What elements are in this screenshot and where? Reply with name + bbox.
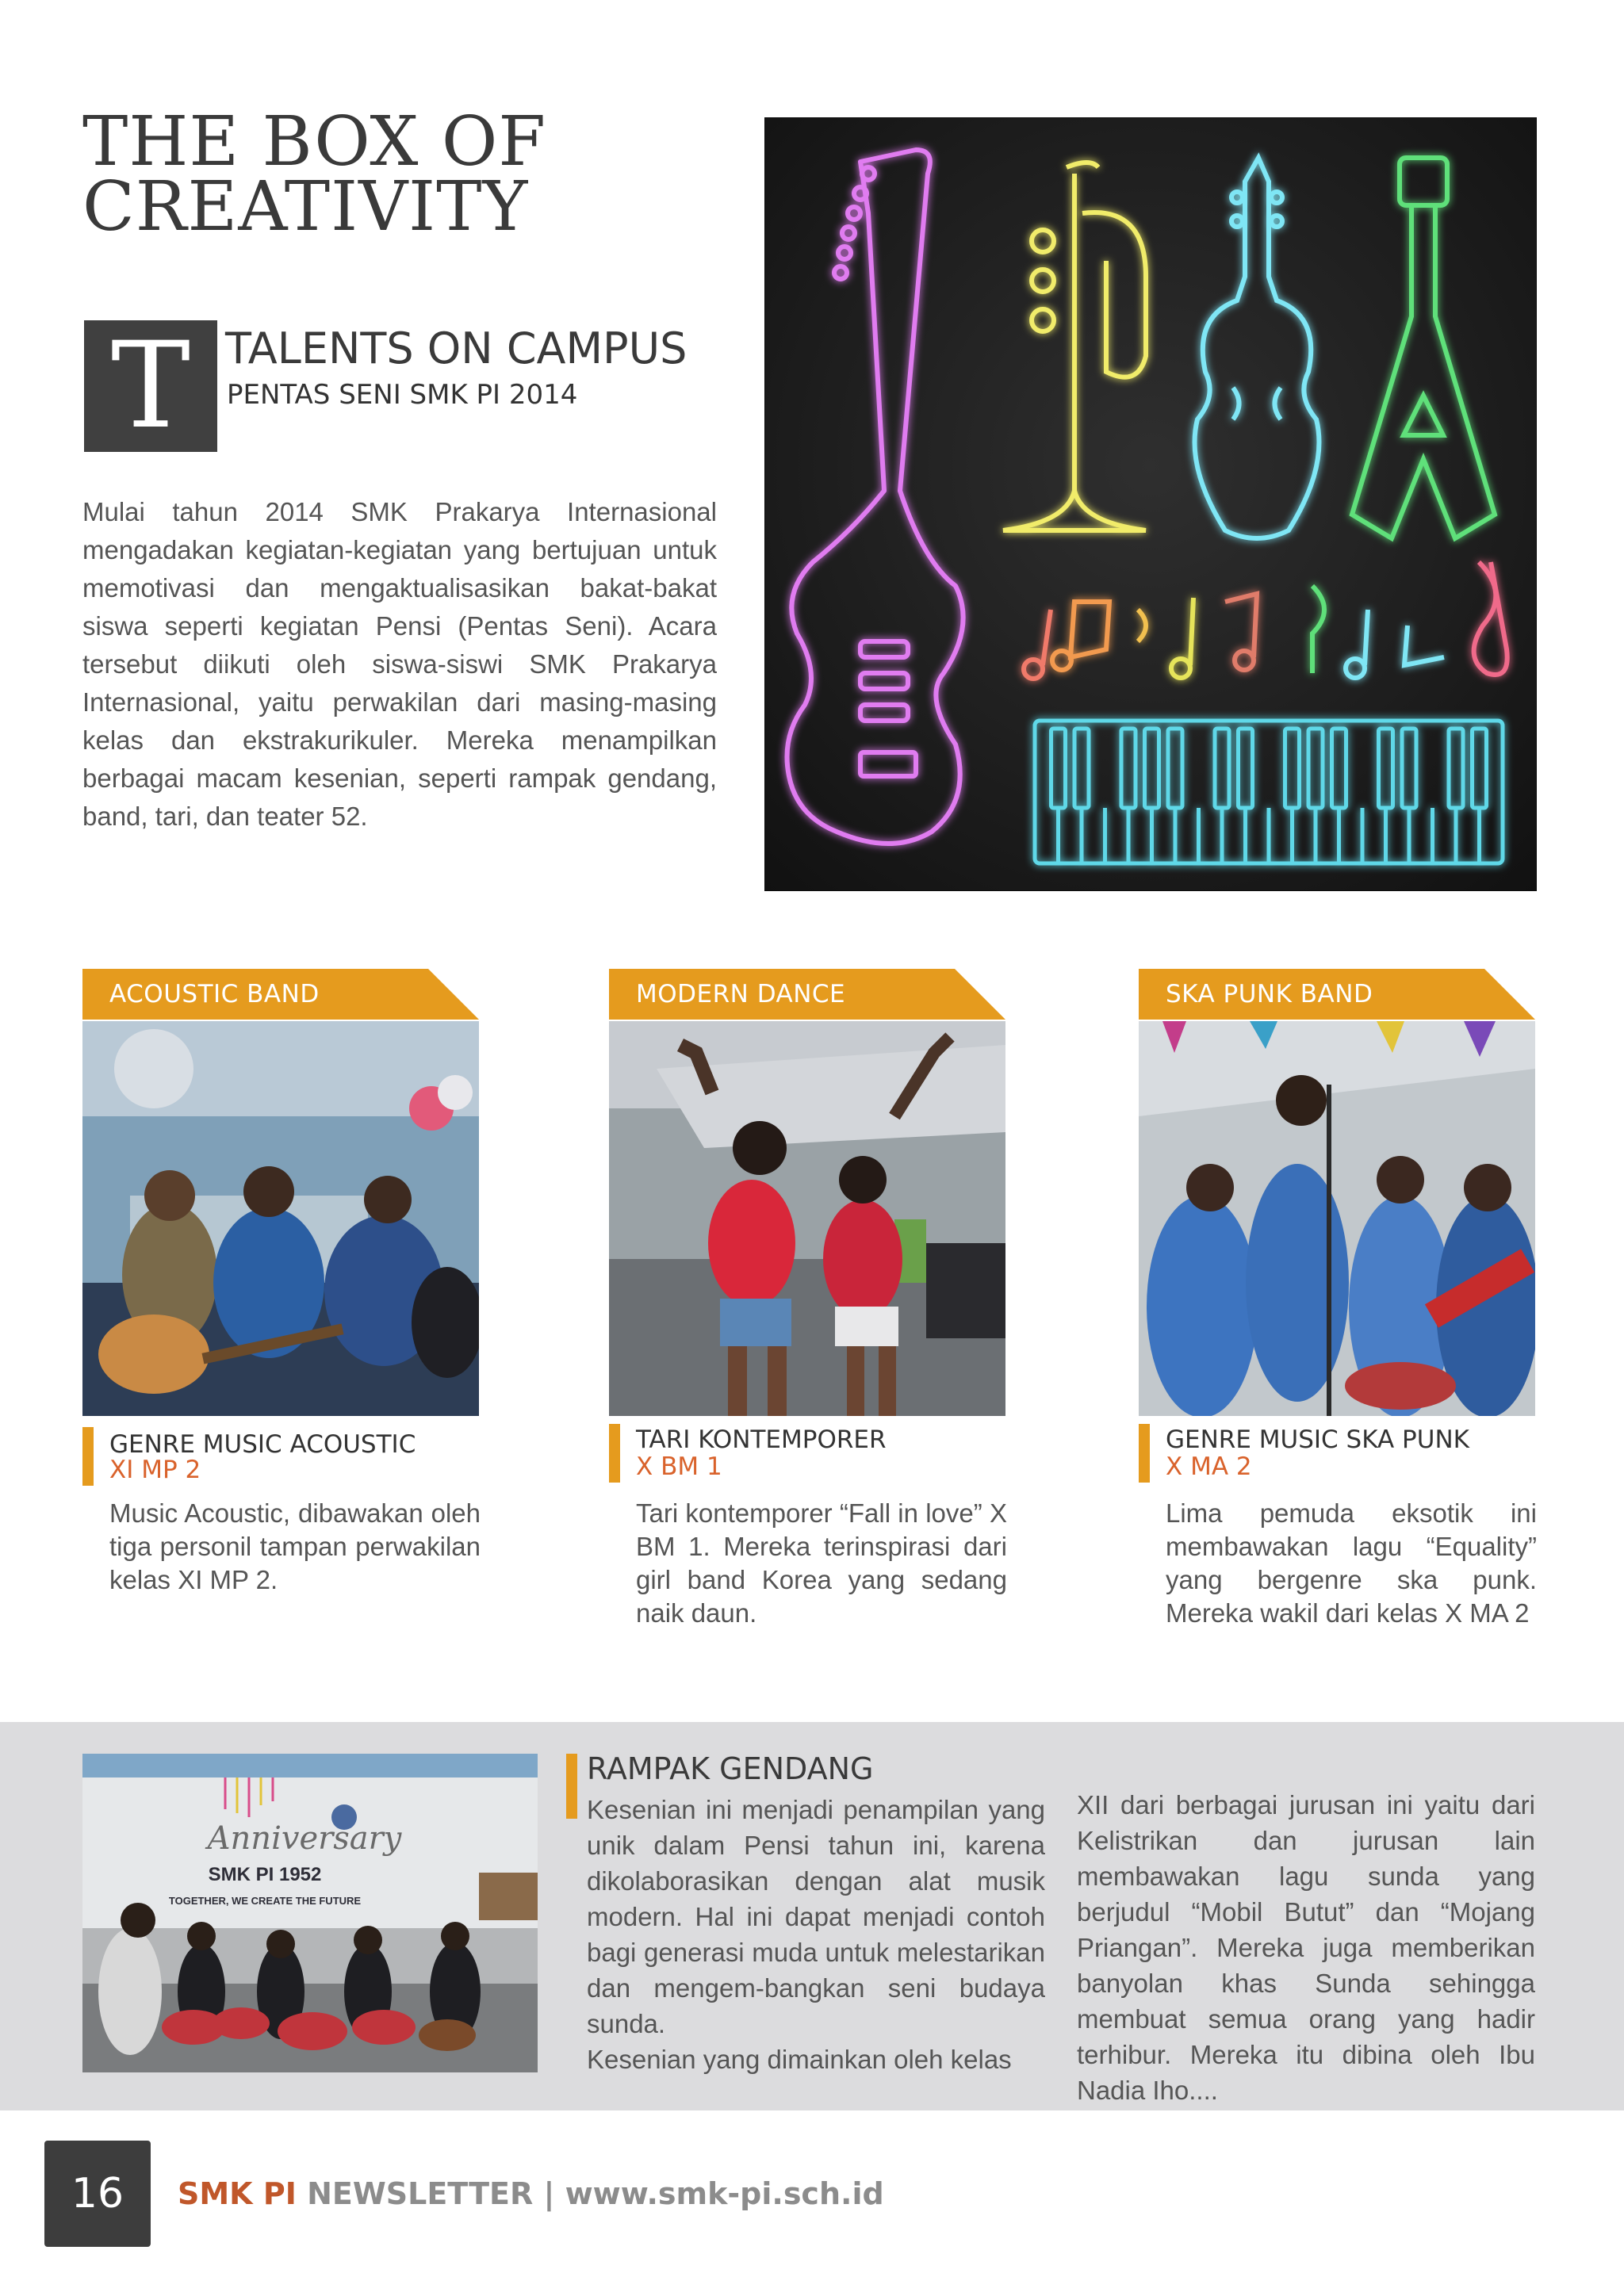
neon-guitar-icon: [787, 150, 963, 844]
section-subtitle: PENTAS SENI SMK PI 2014: [227, 379, 578, 411]
neon-flying-v-guitar-icon: [1352, 158, 1495, 538]
rampak-col1-last-line: Kesenian yang dimainkan oleh kelas: [587, 2045, 1012, 2074]
page-number: 16: [44, 2141, 151, 2247]
card-class: X BM 1: [636, 1452, 722, 1481]
neon-keyboard-icon: [1035, 721, 1503, 863]
card-title: GENRE MUSIC ACOUSTIC: [109, 1430, 416, 1459]
ska-punk-band-photo: [1139, 1021, 1535, 1416]
card-acoustic-band: [82, 969, 479, 1619]
section-title: TALENTS ON CAMPUS: [225, 323, 688, 373]
modern-dance-photo: [609, 1021, 1005, 1416]
banner-anniversary-text: Anniversary: [207, 1820, 402, 1857]
caption-accent-bar: [82, 1427, 94, 1486]
page-title-line2: CREATIVITY: [82, 167, 529, 247]
rampak-column-2: XII dari berbagai jurusan ini yaitu dari Kelistrikan dan jurusan lain membawakan lagu sunda yang berjudul “Mobil Butut” dan “Mojang Priangan”. Mereka juga memberikan banyolan khas Sunda sehingga membuat semua orang yang hadir terhibur. Mereka itu dibina oleh Ibu Nadia Iho....: [1077, 1790, 1535, 2105]
card-tab-label: MODERN DANCE: [636, 980, 846, 1008]
page-title-line1: THE BOX OF: [82, 102, 546, 182]
neon-music-notes-icon: [1024, 562, 1507, 679]
rampak-gendang-photo: [82, 1754, 538, 2072]
card-modern-dance: [609, 969, 1007, 1628]
intro-paragraph: Mulai tahun 2014 SMK Prakarya Internasional mengadakan kegiatan-kegiatan yang bertujuan untuk memotivasi dan mengaktualisasikan bakat-bakat siswa seperti kegiatan Pensi (Pentas Seni). Acara tersebut diikuti oleh siswa-siswi SMK Prakarya Internasional, yaitu perwakilan dari masing-masing kelas dan ekstrakurikuler. Mereka menampilkan berbagai macam kesenian, seperti rampak gendang, band, tari, dan teater 52.: [82, 497, 717, 831]
footer-url: NEWSLETTER | www.smk-pi.sch.id: [296, 2176, 884, 2211]
card-tab: [1139, 969, 1535, 1020]
rampak-title: RAMPAK GENDANG: [587, 1751, 874, 1786]
acoustic-band-photo: [82, 1021, 479, 1416]
card-tab: [82, 969, 479, 1020]
card-class: X MA 2: [1166, 1452, 1252, 1481]
card-title: TARI KONTEMPORER: [636, 1425, 887, 1454]
card-text: Music Acoustic, dibawakan oleh tiga personil tampan perwakilan kelas XI MP 2.: [109, 1498, 481, 1594]
card-ska-punk-band: [1139, 969, 1537, 1628]
card-tab-label: SKA PUNK BAND: [1166, 980, 1373, 1008]
neon-violin-icon: [1195, 158, 1320, 538]
banner-tagline-text: TOGETHER, WE CREATE THE FUTURE: [168, 1895, 362, 1907]
rampak-col1-text: Kesenian ini menjadi penampilan yang unik dalam Pensi tahun ini, karena dikolaborasikan dengan alat musik modern. Hal ini dapat menjadi contoh bagi generasi muda untuk melestarikan dan mengem-bangkan seni budaya sunda.: [587, 1795, 1045, 2038]
card-title: GENRE MUSIC SKA PUNK: [1166, 1425, 1469, 1454]
caption-accent-bar: [609, 1424, 620, 1483]
rampak-accent-bar: [566, 1754, 577, 1819]
page-title: [82, 102, 717, 247]
banner-school-text: SMK PI 1952: [208, 1864, 322, 1885]
hero-neon-instruments-image: [764, 117, 1537, 891]
dropcap: T: [84, 320, 217, 452]
card-tab-label: ACOUSTIC BAND: [109, 980, 320, 1008]
card-text: Lima pemuda eksotik ini membawakan lagu “Equality” yang bergenre ska punk. Mereka wakil dari kelas X MA 2: [1166, 1498, 1537, 1628]
card-tab: [609, 969, 1005, 1020]
card-text: Tari kontemporer “Fall in love” X BM 1. Mereka terinspirasi dari girl band Korea yang sedang naik daun.: [636, 1498, 1007, 1628]
footer-newsletter-text: [178, 2174, 884, 2214]
rampak-column-1: [587, 1792, 1045, 2077]
footer-brand: SMK PI: [178, 2176, 297, 2211]
caption-accent-bar: [1139, 1424, 1150, 1483]
neon-trumpet-icon: [1003, 163, 1146, 530]
card-class: XI MP 2: [109, 1456, 201, 1484]
